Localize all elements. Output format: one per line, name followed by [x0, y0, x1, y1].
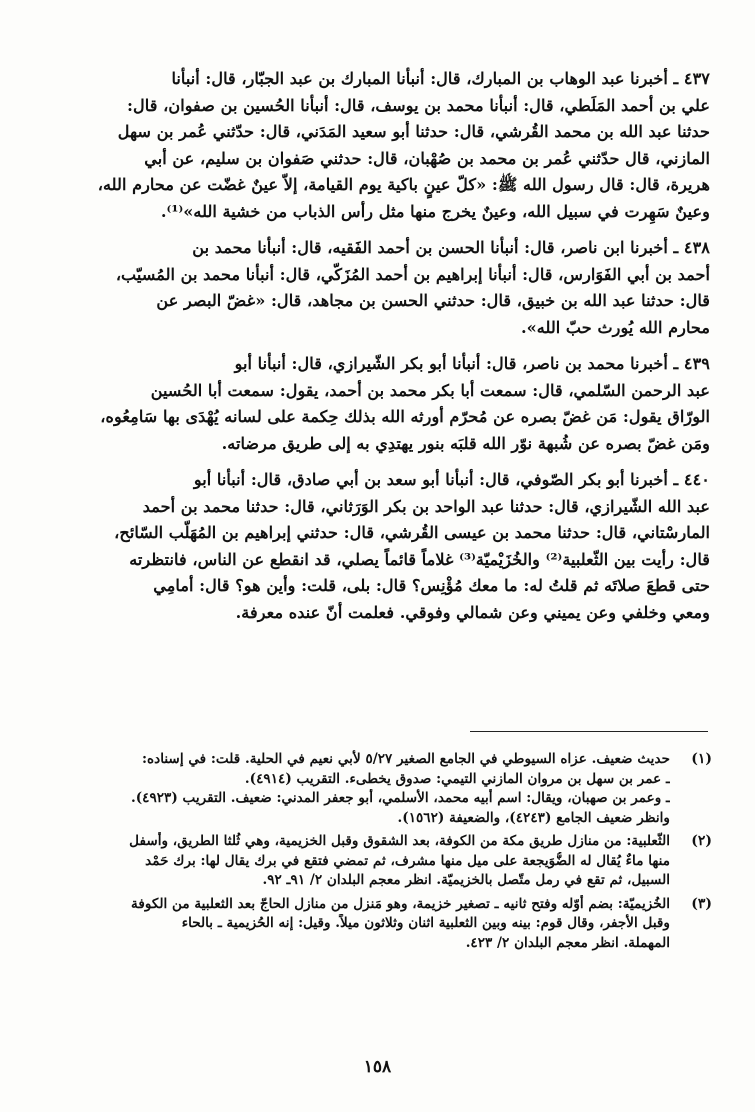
text-line: المارسْتاني، قال: حدثنا محمد بن عيسى القُرشي، قال: حدثني إبراهيم بن المُهَلّب السّائح،: [114, 523, 710, 542]
footnote-text: [60, 750, 670, 828]
footnotes: [60, 750, 712, 957]
footnote-line: ـ وعمر بن صهبان، ويقال: اسم أبيه محمد، الأسلمي، أبو جعفر المدني: ضعيف. التقريب (٤٩٢٣).: [130, 790, 670, 806]
paragraph-439: [62, 351, 710, 457]
text-line: عبد الرحمن السّلمي، قال: سمعت أبا بكر محمد بن أحمد، يقول: سمعت أبا الحُسين: [150, 380, 710, 400]
footnote-text: [60, 895, 670, 954]
footnote-number: (١): [691, 751, 712, 767]
footnote-text: [60, 832, 670, 891]
text-line: وعينٌ سَهِرت في سبيل الله، وعينٌ يخرج منها مثل رأس الذباب من خشية الله»⁽¹⁾.: [160, 201, 710, 221]
text-line: ومَن غضّ بصره عن شُبهة نوّر الله قلبَه بنور يهتدِي به إلى طريق مرضاته.: [221, 433, 710, 453]
text-line: علي بن أحمد المَلَطي، قال: أنبأنا محمد بن يوسف، قال: أنبأنا الحُسين بن صفوان، قال:: [127, 95, 710, 115]
footnote-line: الخُزيميّة: بضم أوّله وفتح ثانيه ـ تصغير خزيمة، وهو مَنزل من منازل الحاجّ بعد الثعلبية من الكوفة: [131, 895, 670, 912]
footnote-line: وقبل الأجفر، وقال قوم: بينه وبين الثعلبية اثنان وثلاثون ميلاً. وقيل: إنه الحُزيمية ـ بالحاء: [181, 915, 670, 931]
footnote-line: حديث ضعيف. عزاه السيوطي في الجامع الصغير ٥/٢٧ لأبي نعيم في الحلية. قلت: في إسناده:: [142, 751, 670, 767]
text-line: محارم الله يُورث حبّ الله».: [521, 317, 710, 337]
footnote-2: [60, 832, 712, 891]
paragraph-438: [62, 235, 710, 341]
footnote-line: ـ عمر بن سهل بن مروان المازني التيمي: صدوق يخطىء. التقريب (٤٩١٤).: [244, 770, 670, 787]
footnote-3: [60, 895, 712, 954]
text-line: المازني، قال حدّثني عُمر بن محمد بن صُهْبان، قال: حدثني صَفوان بن سليم، عن أبي: [144, 148, 710, 168]
text-line: ٤٣٨ ـ أخبرنا ابن ناصر، قال: أنبأنا الحسن بن أحمد الفَقيه، قال: أنبأنا محمد بن: [192, 238, 710, 257]
text-line: حتى قطعَ صلاتَه ثم قلتُ له: ما معك مُؤْنِس؟ قال: بلى، قلت: وأين هو؟ قال: أمامِي: [153, 576, 710, 595]
footnote-1: [60, 750, 712, 828]
footnote-number: (٢): [691, 833, 712, 849]
footnote-line: السبيل، ثم تقع في رمل متّصل بالخزيميّة. انظر معجم البلدان ٢/ ٩١ـ ٩٢.: [262, 872, 670, 888]
footnote-separator: [470, 731, 708, 732]
paragraph-440: [62, 467, 710, 626]
text-line: ٤٣٩ ـ أخبرنا محمد بن ناصر، قال: أنبأنا أبو بكر الشّيرازي، قال: أنبأنا أبو: [234, 354, 710, 373]
footnote-line: وانظر ضعيف الجامع (٤٢٤٣)، والضعيفة (١٥٦٢).: [397, 809, 670, 826]
text-line: حدثنا عبد الله بن محمد القُرشي، قال: حدثنا أبو سعيد المَدَني، قال: حدّثني عُمر بن سهل: [117, 122, 710, 141]
paragraph-437: [62, 66, 710, 225]
text-line: هريرة، قال: قال رسول الله ﷺ: «كلّ عينٍ باكية يوم القيامة، إلاّ عينٌ غضّت عن محارم الله،: [97, 175, 710, 194]
text-line: ومعي وخلفي وعن يميني وعن شمالي وفوقي. فعلمت أنّ عنده معرفة.: [235, 602, 710, 622]
text-line: ٤٣٧ ـ أخبرنا عبد الوهاب بن المبارك، قال: أنبأنا المبارك بن عبد الجبّار، قال: أنبأنا: [171, 69, 710, 88]
text-line: ٤٤٠ ـ أخبرنا أبو بكر الصّوفي، قال: أنبأنا أبو سعد بن أبي صادق، قال: أنبأنا أبو: [193, 470, 710, 489]
text-line: عبد الله الشّيرازي، قال: حدثنا عبد الواحد بن بكر الوَرَثاني، قال: حدثنا محمد بن أحمد: [142, 496, 710, 516]
text-line: الورّاق يقول: مَن غضّ بصره عن مُحرّم أورثه الله بذلك حِكمة على لسانه يُهْدَى بها سَامِعُوه،: [100, 407, 710, 426]
footnote-number: (٣): [691, 895, 712, 912]
page-number: ١٥٨: [363, 1057, 392, 1077]
footnote-line: الثّعلبية: من منازل طريق مكة من الكوفة، بعد الشقوق وقبل الخزيمية، وهي ثُلثا الطريق، وأسفل: [129, 833, 670, 849]
footnote-line: المهملة. انظر معجم البلدان ٢/ ٤٢٣.: [465, 934, 670, 951]
text-line: أحمد بن أبي الفَوَارس، قال: أنبأنا إبراهيم بن أحمد المُزَكّي، قال: أنبأنا محمد بن المُسيّب،: [115, 264, 710, 284]
main-text: [62, 66, 710, 636]
text-line: قال: رأيت بين الثّعلبية⁽²⁾ والخُزَيْميّة⁽³⁾ غلاماً قائماً يصلي، قد انقطع عن الناس، فانتظرته: [129, 549, 710, 569]
text-line: قال: حدثنا عبد الله بن خبيق، قال: حدثني الحسن بن مجاهد، قال: «غضّ البصر عن: [156, 291, 710, 310]
footnote-line: منها ماءٌ يُقال له الضُّوَيجعة على ميل منها مشرف، ثم تمضي فتقع في برك يقال لها: برك حَمْد: [145, 852, 670, 869]
